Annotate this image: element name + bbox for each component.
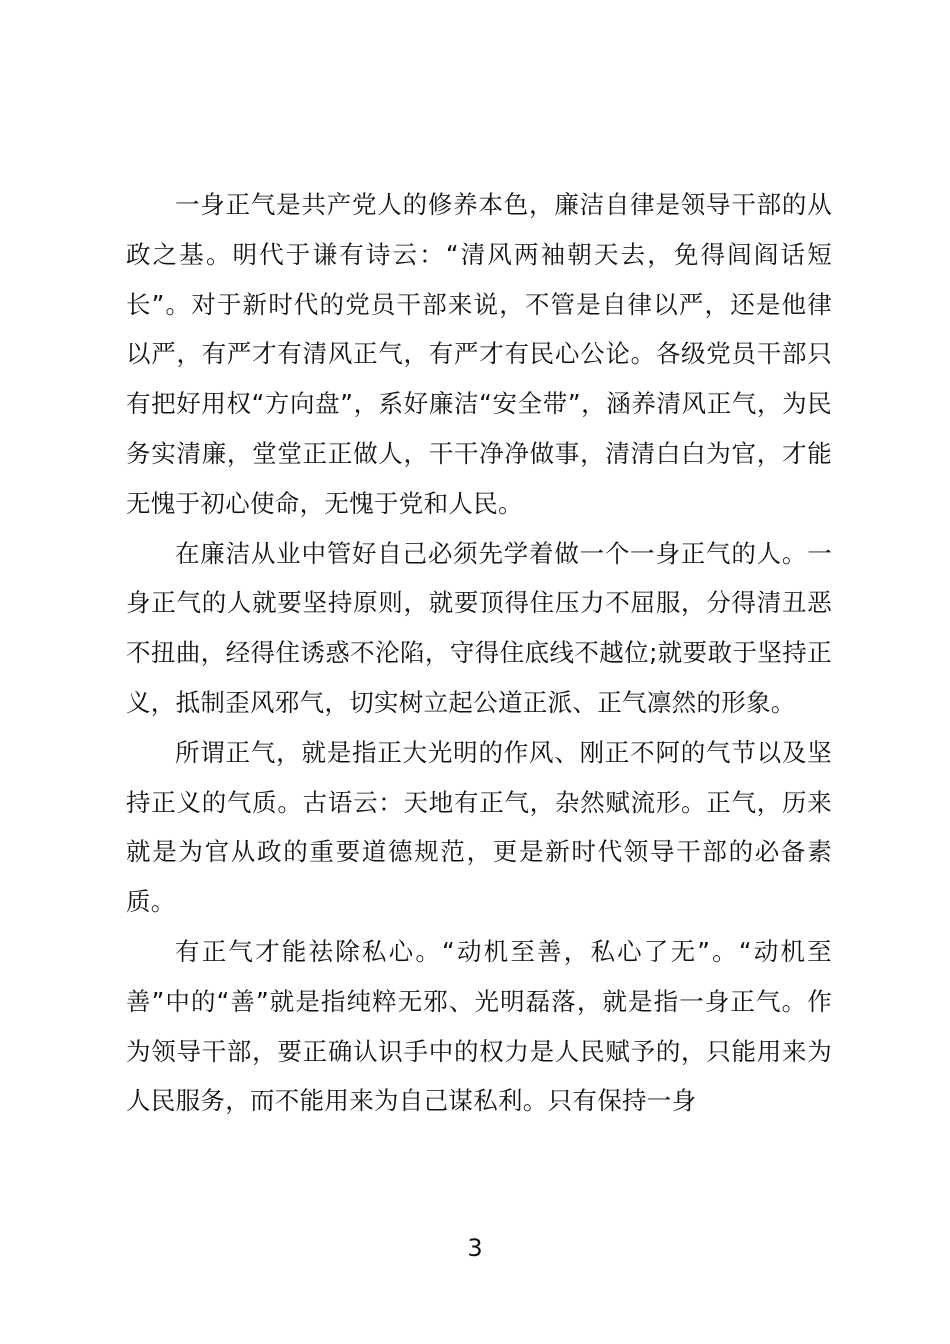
page-number: 3 bbox=[467, 1234, 483, 1262]
paragraph-3: 所谓正气，就是指正大光明的作风、刚正不阿的气节以及坚持正义的气质。古语云：天地有正气，杂然赋流形。正气，历来就是为官从政的重要道德规范，更是新时代领导干部的必备素质。 bbox=[126, 737, 832, 917]
paragraph-2: 在廉洁从业中管好自己必须先学着做一个一身正气的人。一身正气的人就要坚持原则，就要顶得住压力不屈服，分得清丑恶不扭曲，经得住诱惑不沦陷，守得住底线不越位;就要敢于坚持正义，抵制歪风邪气，切实树立起公道正派、正气凛然的形象。 bbox=[126, 538, 832, 717]
document-body bbox=[126, 180, 832, 1126]
paragraph-4: 有正气才能祛除私心。“动机至善，私心了无”。“动机至善”中的“善”就是指纯粹无邪、光明磊落，就是指一身正气。作为领导干部，要正确认识手中的权力是人民赋予的，只能用来为人民服务，而不能用来为自己谋私利。只有保持一身 bbox=[126, 936, 832, 1116]
paragraph-1: 一身正气是共产党人的修养本色，廉洁自律是领导干部的从政之基。明代于谦有诗云：“清风两袖朝天去，免得闾阎话短长”。对于新时代的党员干部来说，不管是自律以严，还是他律以严，有严才有清风正气，有严才有民心公论。各级党员干部只有把好用权“方向盘”，系好廉洁“安全带”，涵养清风正气，为民务实清廉，堂堂正正做人，干干净净做事，清清白白为官，才能无愧于初心使命，无愧于党和人民。 bbox=[126, 190, 832, 518]
